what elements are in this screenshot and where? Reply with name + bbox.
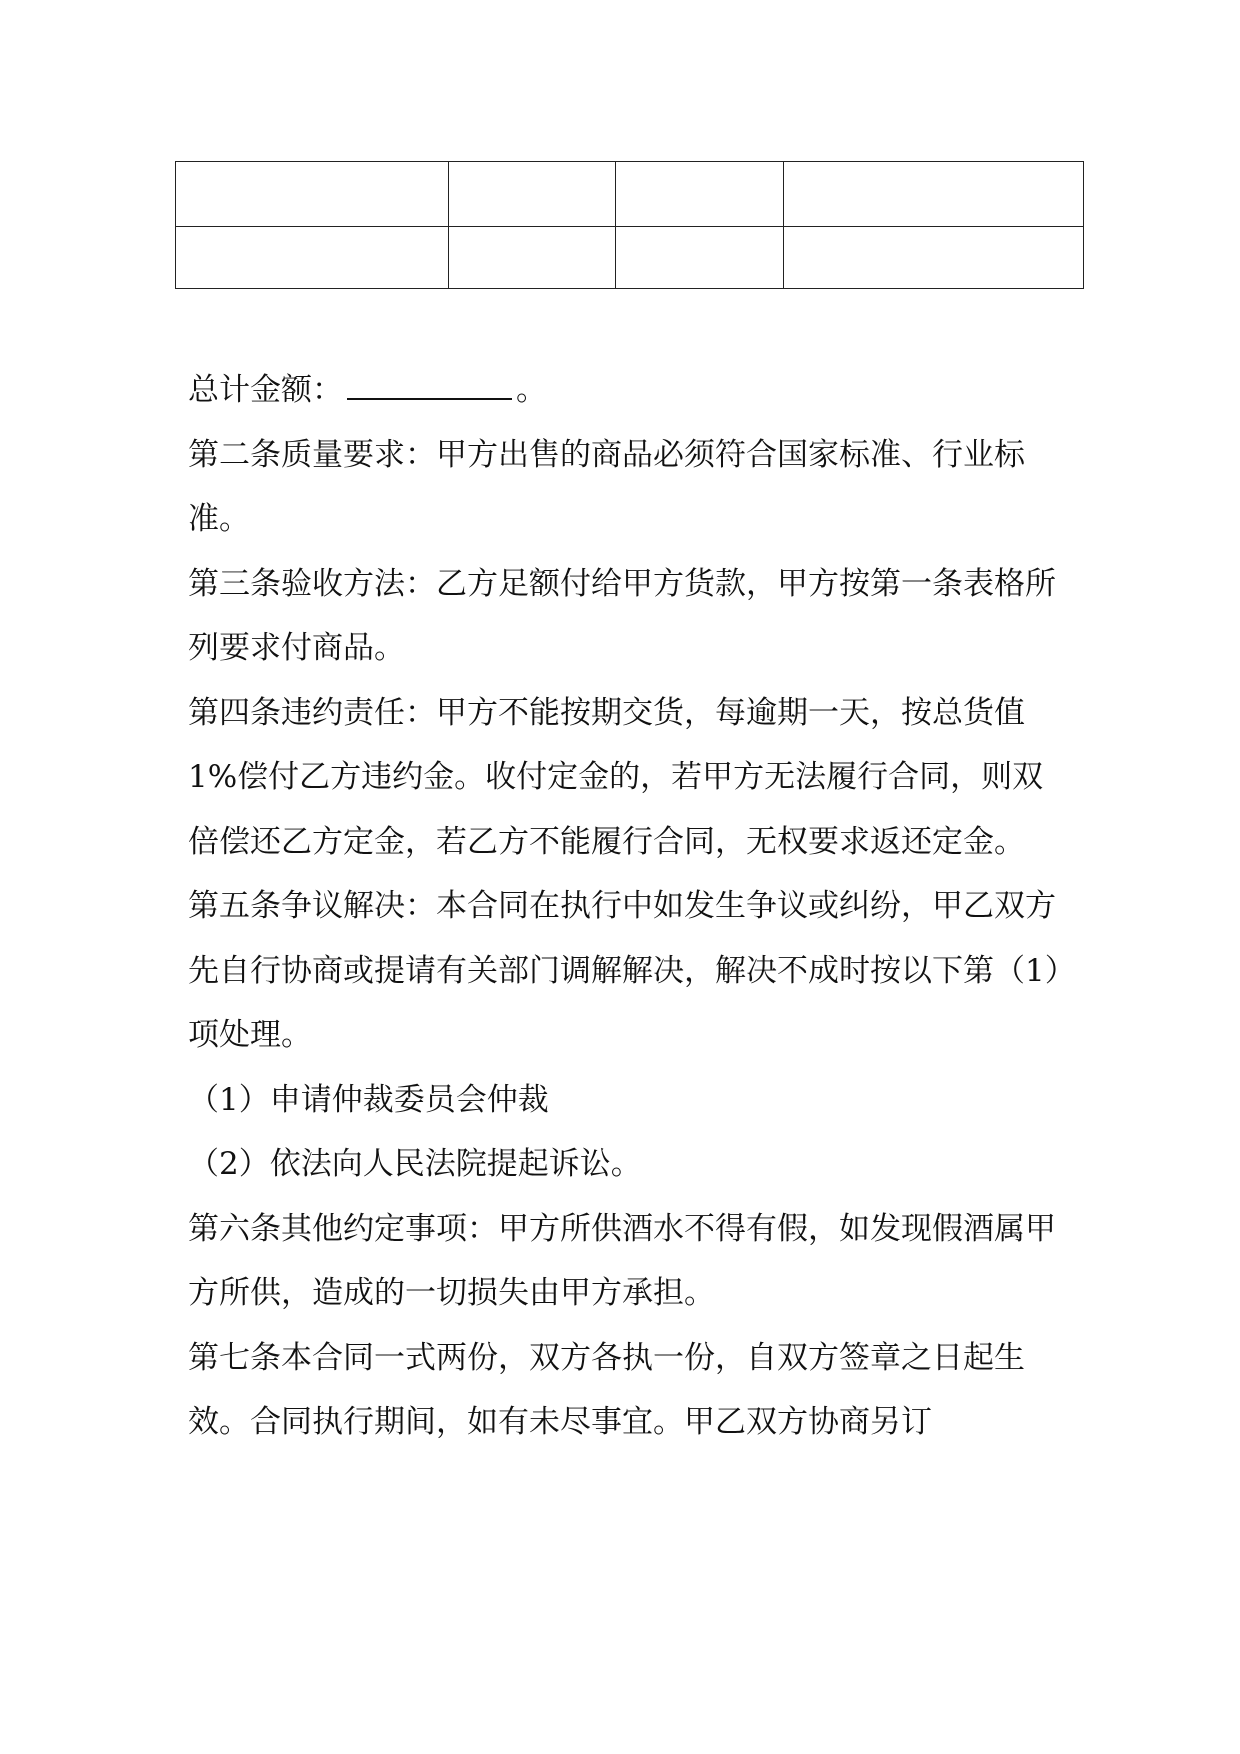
article-7-copies: 第七条本合同一式两份，双方各执一份，自双方签章之日起生效。合同执行期间，如有未尽事宜。甲乙双方协商另订 (188, 1339, 1025, 1440)
total-amount-suffix: 。 (516, 372, 547, 408)
article-3-acceptance: 第三条验收方法：乙方足额付给甲方货款，甲方按第一条表格所列要求付商品。 (188, 565, 1056, 666)
table-row (176, 227, 1084, 289)
table-cell (176, 227, 449, 289)
article-5-dispute: 第五条争议解决：本合同在执行中如发生争议或纠纷，甲乙双方先自行协商或提请有关部门调解解决，解决不成时按以下第（1）项处理。 (188, 888, 1061, 1053)
item-table (175, 161, 1083, 289)
table-cell (616, 162, 784, 227)
table-cell (176, 162, 449, 227)
table-row (176, 162, 1084, 227)
article-6-other: 第六条其他约定事项：甲方所供酒水不得有假，如发现假酒属甲方所供，造成的一切损失由甲方承担。 (188, 1210, 1056, 1311)
article-2-quality: 第二条质量要求：甲方出售的商品必须符合国家标准、行业标准。 (188, 436, 1025, 537)
table-cell (449, 227, 616, 289)
total-amount-blank (347, 376, 512, 400)
contract-body (188, 358, 1068, 1455)
table-cell (784, 227, 1084, 289)
table-cell (784, 162, 1084, 227)
total-amount-label: 总计金额： (188, 372, 343, 408)
table-cell (449, 162, 616, 227)
total-amount-line (188, 358, 1068, 423)
article-5-option-2: （2）依法向人民法院提起诉讼。 (188, 1146, 642, 1182)
table-cell (616, 227, 784, 289)
article-4-liability: 第四条违约责任：甲方不能按期交货，每逾期一天，按总货值1%偿付乙方违约金。收付定金的，若甲方无法履行合同，则双倍偿还乙方定金，若乙方不能履行合同，无权要求返还定金。 (188, 694, 1044, 860)
article-5-option-1: （1）申请仲裁委员会仲裁 (188, 1081, 549, 1118)
